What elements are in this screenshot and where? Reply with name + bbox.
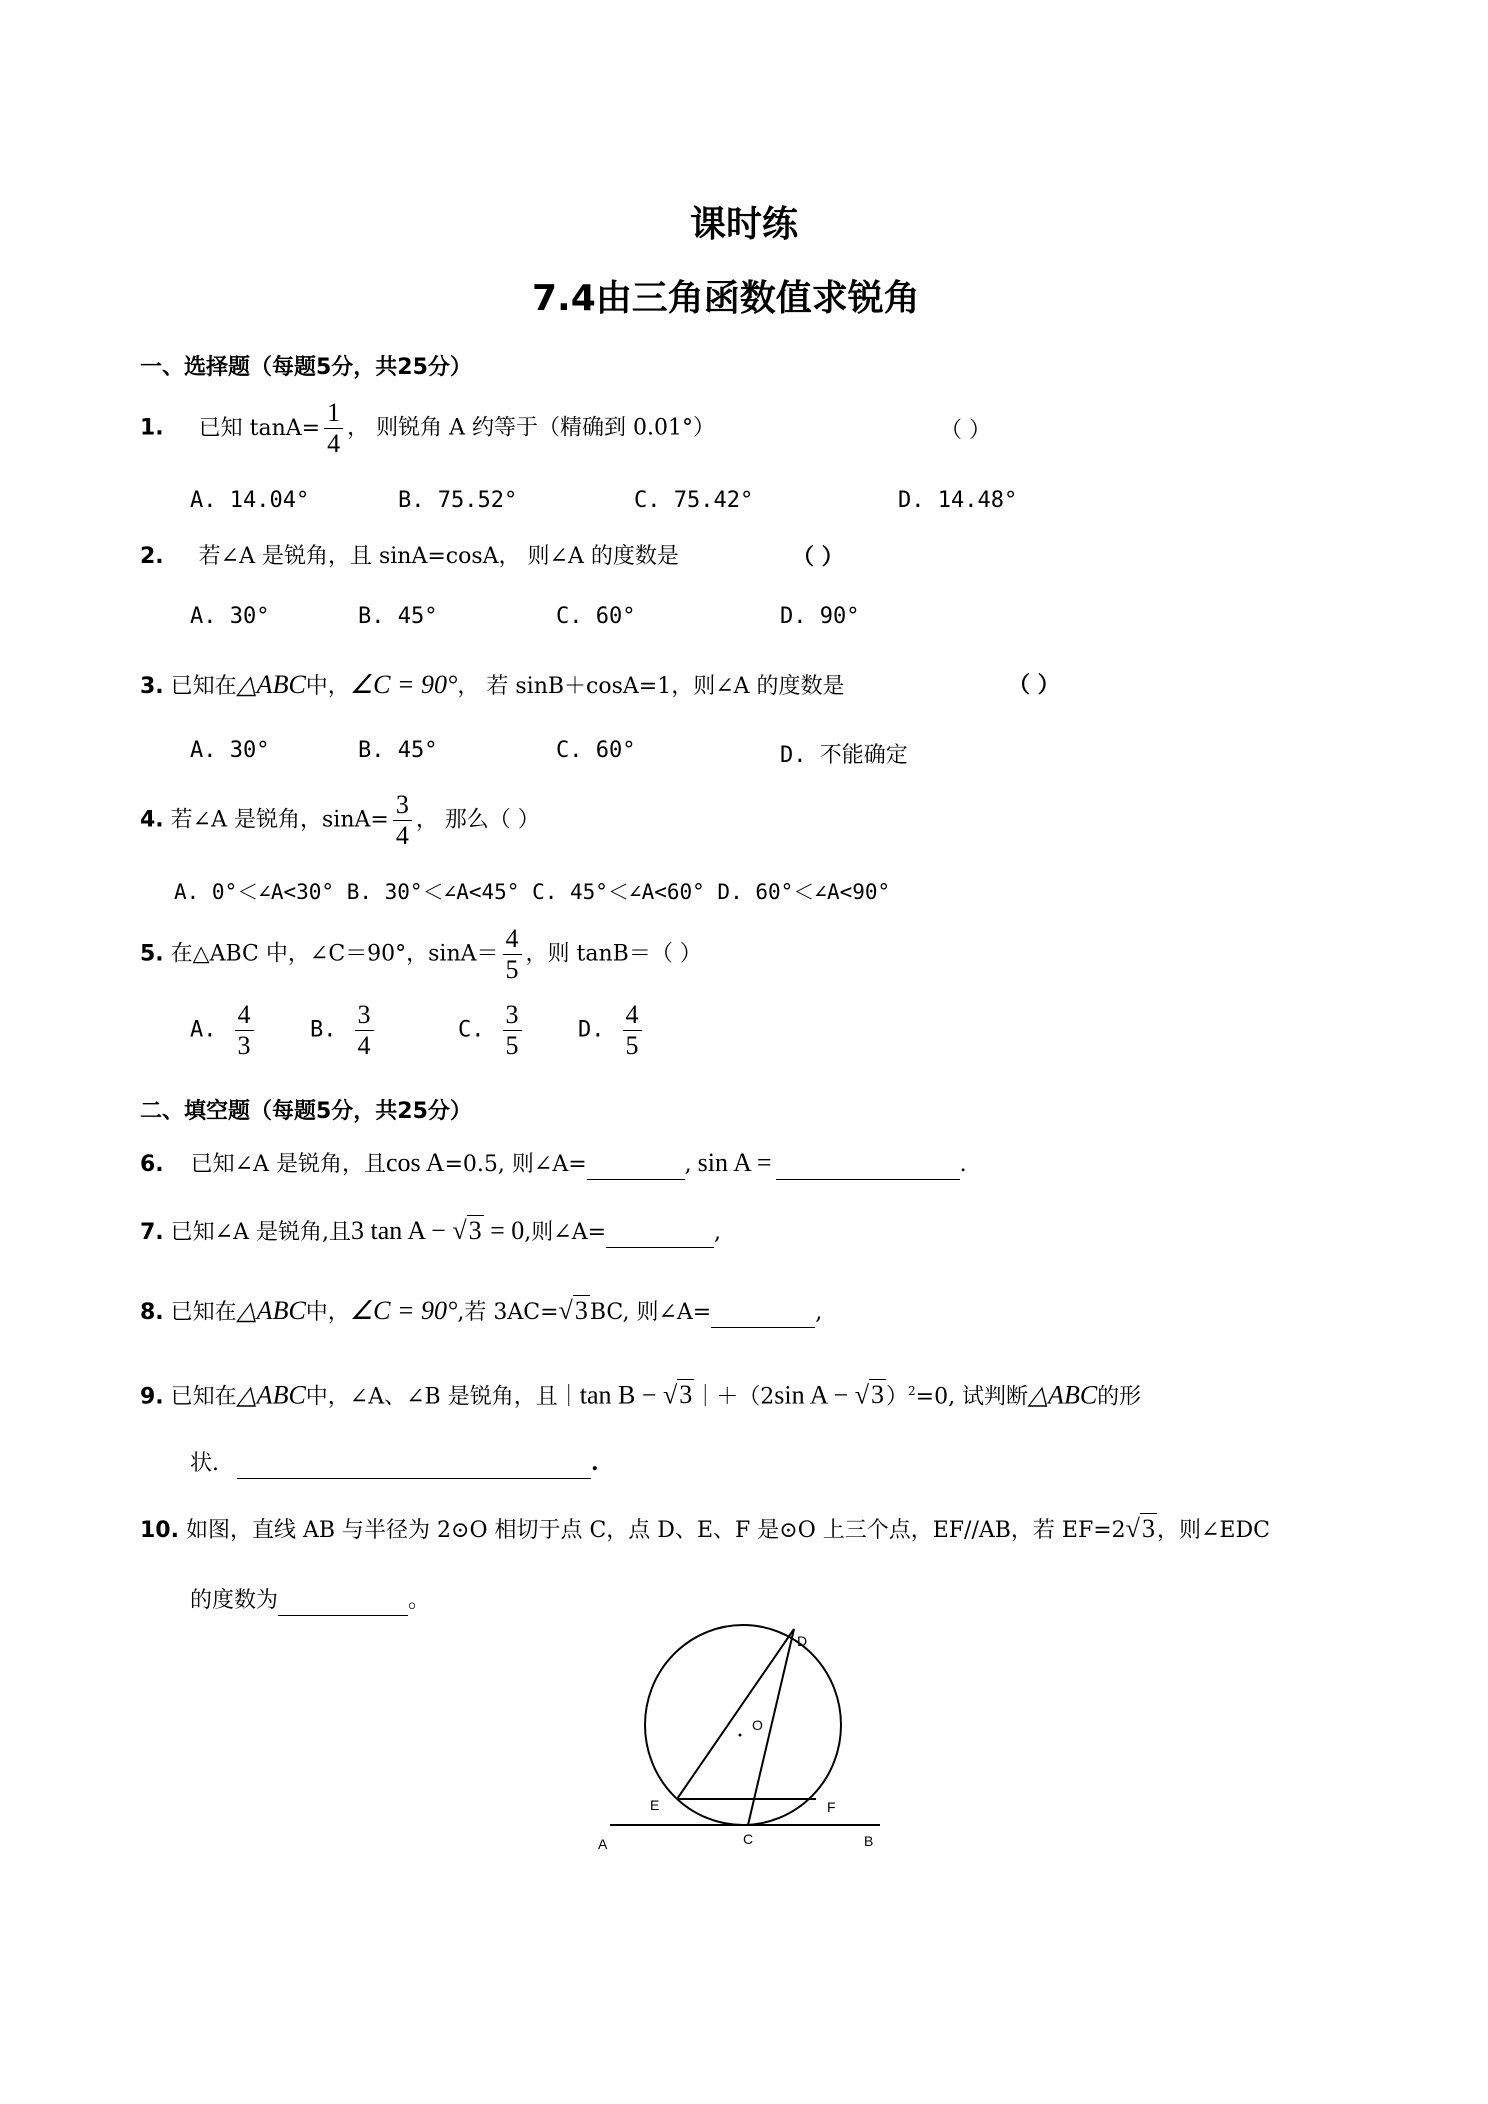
fraction-numerator: 4 [623,1000,642,1031]
sqrt-3: √3 [1125,1514,1155,1543]
option-a: A. 30° [190,604,270,629]
question-text: 。 [408,1588,431,1613]
sqrt-3: √3 [558,1296,588,1325]
option-d: D. 14.48° [898,488,1018,513]
question-10 [140,1514,1270,1546]
question-text: ， 那么（ ） [415,807,540,833]
question-number: 6. [140,1152,164,1177]
fraction-denominator: 5 [625,1031,639,1060]
options-line: A. 0°＜∠A<30° B. 30°＜∠A<45° C. 45°＜∠A<60° D. 60°＜∠A<90° [174,880,891,904]
radicand: 3 [468,1216,482,1245]
superscript: 2 [908,1384,916,1398]
question-6: 6. 已知∠A 是锐角，且cos A=0.5, 则∠A= , sin A = . [140,1148,967,1180]
option-label: D. [578,1017,605,1043]
question-10-line2 [190,1586,430,1616]
question-text: 已知在 [170,1300,237,1325]
question-number: 10. [140,1518,179,1543]
answer-blank[interactable] [278,1615,408,1616]
question-text: 中， [305,674,350,699]
fraction-denominator: 5 [505,1031,519,1060]
answer-blank[interactable] [237,1478,591,1479]
answer-blank[interactable] [606,1247,714,1248]
radicand: 3 [679,1380,693,1410]
fraction [355,1000,374,1061]
question-4 [140,790,540,851]
option-d [578,1000,646,1061]
fraction-numerator: 4 [235,1000,254,1031]
label-e: E [650,1797,660,1813]
circle-o [645,1625,841,1825]
question-text: 已知在 [170,1384,237,1410]
option-a [190,1000,258,1061]
fraction [235,1000,254,1061]
angle-c-90: ∠C = 90° [349,670,458,699]
fraction-numerator: 4 [503,924,522,955]
equation: = 0 [483,1216,525,1245]
label-f: F [827,1799,836,1815]
label-o: O [752,1717,763,1733]
option-c: C. 60° [556,738,636,763]
question-text: 若∠A 是锐角，且 sinA=cosA， 则∠A 的度数是 [198,544,679,569]
option-b: B. 45° [358,738,438,763]
option-b: B. 45° [358,604,438,629]
answer-blank[interactable] [711,1327,815,1328]
question-text: . [959,1152,967,1177]
cos-a: cos A [386,1148,445,1177]
question-text: 中， [305,1300,350,1325]
question-9-line2 [190,1448,599,1479]
question-number: 3. [140,674,164,699]
question-1 [140,398,715,459]
label-a: A [598,1836,608,1852]
question-number: 4. [140,807,164,833]
label-c: C [743,1831,754,1847]
fraction-denominator: 4 [357,1031,371,1060]
fraction [393,790,412,851]
question-text: ，则∠EDC [1156,1518,1270,1543]
section-heading-choice: 一、选择题（每题5分，共25分） [140,355,472,380]
option-label: C. [458,1017,485,1043]
question-number: 9. [140,1384,164,1410]
question-text: =0, 试判断 [915,1384,1029,1410]
triangle-abc: △ABC [236,1296,306,1325]
fraction [623,1000,642,1061]
question-8 [140,1296,822,1328]
label-b: B [864,1833,874,1849]
triangle-abc: △ABC [1028,1380,1098,1410]
question-text: BC, 则∠A= [589,1300,712,1325]
fraction-numerator: 3 [355,1000,374,1031]
fraction-numerator: 3 [503,1000,522,1031]
question-number: 5. [140,941,164,967]
question-text: , [815,1300,823,1325]
answer-paren: （ ） [940,418,991,443]
question-number: 7. [140,1220,164,1245]
question-number: 1. [140,415,164,441]
question-text: 如图，直线 AB 与半径为 2⊙O 相切于点 C，点 D、E、F 是⊙O 上三个点，EF//AB，若 EF=2 [185,1518,1126,1543]
fraction-numerator: 3 [393,790,412,821]
question-text: 若∠A 是锐角，sinA= [170,807,389,833]
question-text: ，则 tanB＝（ ） [525,941,702,967]
fraction [503,1000,522,1061]
fraction-denominator: 3 [237,1031,251,1060]
center-point [739,1734,742,1737]
equation: sin A − [774,1380,855,1410]
option-b [310,1000,378,1061]
option-b: B. 75.52° [398,488,518,513]
question-text: . [591,1450,599,1476]
fraction-denominator: 4 [395,821,409,850]
fraction-denominator: 4 [327,429,341,458]
sqrt-3: √3 [854,1380,884,1410]
question-text: , [714,1220,722,1245]
page-subtitle: 7.4由三角函数值求锐角 [532,278,920,319]
triangle-abc: △ABC [236,670,306,699]
equation: tan B − [579,1380,663,1410]
fraction [324,398,343,459]
sin-a: sin A = [697,1148,772,1177]
question-2 [140,542,679,572]
question-text: 已知∠A 是锐角，且 [190,1152,386,1177]
question-number: 2. [140,544,164,569]
label-d: D [797,1633,808,1649]
question-text: ｜＋（2 [694,1384,775,1410]
question-text: ,则∠A= [524,1220,607,1245]
page-title: 课时练 [690,204,799,245]
question-5 [140,924,702,985]
question-text: =0.5, 则∠A= [444,1152,587,1177]
radicand: 3 [574,1296,588,1325]
question-text: 在△ABC 中，∠C＝90°，sinA＝ [170,941,499,967]
option-c: C. 75.42° [634,488,754,513]
question-7 [140,1216,721,1248]
fraction [503,924,522,985]
question-9 [140,1376,1141,1412]
question-text: ， 若 sinB＋cosA=1，则∠A 的度数是 [457,674,845,699]
answer-blank[interactable] [776,1179,960,1180]
question-text: 状. [190,1451,219,1476]
question-text: ） [885,1384,908,1410]
option-d: D. 不能确定 [780,743,908,768]
triangle-abc: △ABC [236,1380,306,1410]
option-label: A. [190,1017,217,1043]
question-number: 8. [140,1300,164,1325]
segment-de [677,1629,794,1799]
option-a: A. 14.04° [190,488,310,513]
sqrt-3: √3 [452,1216,482,1245]
fraction-numerator: 1 [324,398,343,429]
question-text: 已知 tanA= [198,415,321,441]
answer-paren: （ ） [1008,672,1060,698]
fraction-denominator: 5 [505,955,519,984]
answer-paren: （ ） [792,544,844,570]
question-text: ， 则锐角 A 约等于（精确到 0.01°） [347,415,715,441]
question-3 [140,670,845,702]
option-d: D. 90° [780,604,860,629]
answer-blank[interactable] [587,1179,685,1180]
question-text: ,若 3AC= [457,1300,559,1325]
option-label: B. [310,1017,337,1043]
section-heading-fill: 二、填空题（每题5分，共25分） [140,1099,472,1124]
option-c: C. 60° [556,604,636,629]
geometry-figure [580,1620,900,1860]
sqrt-3: √3 [663,1380,693,1410]
question-text: 的形 [1097,1384,1142,1410]
radicand: 3 [870,1380,884,1410]
equation: 3 tan A − [350,1216,453,1245]
radicand: 3 [1141,1514,1155,1543]
angle-c-90: ∠C = 90° [349,1296,458,1325]
option-a: A. 30° [190,738,270,763]
question-text: 中，∠A、∠B 是锐角，且｜ [305,1384,580,1410]
question-text: 的度数为 [190,1588,279,1613]
option-c [458,1000,526,1061]
question-text: 已知在 [170,674,237,699]
question-text: 已知∠A 是锐角,且 [170,1220,351,1245]
